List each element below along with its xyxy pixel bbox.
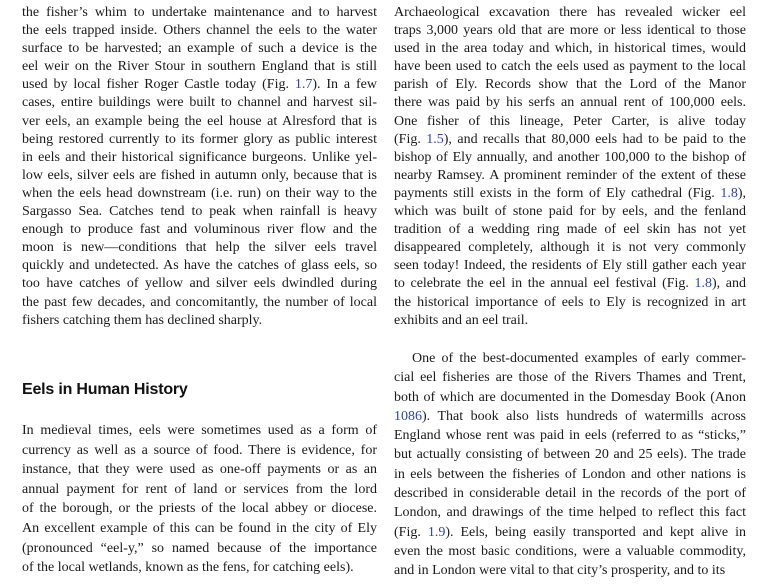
text-line <box>394 445 746 464</box>
text-segment: (Fig. <box>394 524 428 540</box>
text-line <box>22 113 377 131</box>
left-paragraph-2 <box>22 421 377 578</box>
reference-link[interactable]: 1.7 <box>294 77 313 93</box>
reference-link[interactable]: 1086 <box>394 408 422 424</box>
text-line <box>394 349 746 368</box>
text-line <box>394 4 746 22</box>
text-line <box>22 294 377 312</box>
text-line <box>394 426 746 445</box>
text-line <box>394 465 746 484</box>
text-line <box>22 58 377 76</box>
text-segment: currency as well as a source of food. There is evidence, for <box>22 442 377 458</box>
text-segment: ). In a few <box>312 77 377 93</box>
text-segment: One fisher of this lineage, Peter Carter, is alive today <box>394 113 746 129</box>
text-line <box>22 149 377 167</box>
text-line <box>394 407 746 426</box>
text-line <box>22 312 377 330</box>
text-segment: there was paid by his serfs an annual rent of 100,000 eels. <box>394 95 746 111</box>
text-segment: eel weir on the River Stour in southern England that is still <box>22 59 377 75</box>
text-line <box>22 22 377 40</box>
text-line <box>22 539 377 559</box>
text-segment: ), <box>737 185 746 201</box>
text-line <box>22 441 377 461</box>
text-segment: and in London were vital to that city’s prosperity, and to its <box>394 563 726 579</box>
text-line <box>394 523 746 542</box>
text-line <box>394 221 746 239</box>
text-segment: ). Eels, being easily transported and kept alive in <box>445 524 746 540</box>
text-segment: cial eel fisheries are those of the Rivers Thames and Trent, <box>394 370 746 386</box>
text-segment: traps 3,000 years old that are more or less identical to those <box>394 23 746 39</box>
text-line <box>22 275 377 293</box>
text-segment: (Fig. <box>394 131 427 147</box>
text-line <box>22 185 377 203</box>
text-line <box>394 131 746 149</box>
text-segment: enough to produce fast and voluminous river flow and the <box>22 222 377 238</box>
text-segment: payments still exists in the form of Ely cathedral (Fig. <box>394 185 721 201</box>
text-line <box>394 312 746 330</box>
reference-link[interactable]: 1.8 <box>720 185 738 201</box>
text-line <box>22 221 377 239</box>
text-line <box>394 368 746 387</box>
text-line <box>22 257 377 275</box>
text-segment: Archaeological excavation there has revealed wicker eel <box>394 5 746 20</box>
text-line <box>394 113 746 131</box>
reference-link[interactable]: 1.5 <box>426 131 444 147</box>
right-paragraph-1 <box>394 4 746 330</box>
text-segment: to celebrate the eel in the annual eel festival (Fig. <box>394 276 695 292</box>
text-segment: (pronounced “eel-y,” so named because of the importance <box>22 540 377 556</box>
text-line <box>394 388 746 407</box>
text-line <box>394 294 746 312</box>
text-line <box>22 167 377 185</box>
text-segment: Sargasso Sea. Catches tend to peak when rainfall is heavy <box>22 204 377 220</box>
text-segment: England whose rent was paid in eels (referred to as “sticks,” <box>394 428 746 444</box>
text-line <box>22 76 377 94</box>
text-line <box>22 499 377 519</box>
text-segment: tradition of a wedding ring made of eel skin has not yet <box>394 222 746 238</box>
text-line <box>22 480 377 500</box>
text-segment: London, and drawings of the time helped to reflect this fact <box>394 505 746 521</box>
text-segment: ), and recalls that 80,000 eels had to be paid to the <box>443 131 746 147</box>
text-line <box>22 40 377 58</box>
text-line <box>394 257 746 275</box>
text-segment: used by local fisher Roger Castle today (Fig. <box>22 77 295 93</box>
text-segment: An excellent example of this can be found in the city of Ely <box>22 520 377 536</box>
text-segment: being restored currently to its former glory as public interest <box>22 131 377 147</box>
text-segment: quickly and undetected. As have the catches of glass eels, so <box>22 258 377 274</box>
text-segment: ver eels, an example being the eel house at Alresford that is <box>22 113 377 129</box>
text-segment: in eels and their historical significance burgeons. Unlike yel- <box>22 149 377 165</box>
text-segment: parish of Ely. Records show that the Lord of the Manor <box>394 77 746 93</box>
text-line <box>22 203 377 221</box>
text-line <box>22 460 377 480</box>
text-segment: annual payment for rent of land or services from the lord <box>22 481 377 497</box>
text-segment: instance, that they were used as one-off payments or as an <box>22 462 377 478</box>
text-line <box>22 558 377 578</box>
text-segment: In medieval times, eels were sometimes used as a form of <box>22 423 377 438</box>
text-line <box>22 421 377 441</box>
text-line <box>394 239 746 257</box>
text-line <box>394 275 746 293</box>
text-line <box>394 484 746 503</box>
left-paragraph-1 <box>22 4 377 330</box>
text-line <box>394 561 746 580</box>
text-line <box>394 58 746 76</box>
text-line <box>22 131 377 149</box>
text-line <box>394 185 746 203</box>
text-line <box>22 94 377 112</box>
text-line <box>22 4 377 22</box>
text-segment: low eels, silver eels are fished in autumn only, because that is <box>22 167 377 183</box>
text-segment: the eels trapped inside. Others channel the eels to the water <box>22 23 377 39</box>
right-paragraph-2 <box>394 349 746 581</box>
text-line <box>22 239 377 257</box>
text-segment: bishop of Ely annually, and another 100,000 to the bishop of <box>394 149 746 165</box>
text-segment: but actually consisting of between 20 and 25 eels). The trade <box>394 447 746 463</box>
text-line <box>394 94 746 112</box>
text-segment: nearby Ramsey. A prominent reminder of the extent of these <box>394 167 746 183</box>
text-segment: moon is new—conditions that help the silver eels travel <box>22 240 377 256</box>
text-line <box>394 503 746 522</box>
text-segment: One of the best-documented examples of early commer- <box>412 351 746 366</box>
text-line <box>394 542 746 561</box>
text-segment: cases, entire buildings were built to channel and harvest sil- <box>22 95 377 111</box>
text-segment: exhibits and an eel trail. <box>394 312 529 328</box>
text-segment: both of which are documented in the Domesday Book (Anon <box>394 389 746 405</box>
text-segment: too have catches of yellow and silver eels dwindled during <box>22 276 377 292</box>
text-segment: the historical importance of eels to Ely is recognized in art <box>394 294 746 310</box>
text-line <box>394 76 746 94</box>
text-segment: of the local wetlands, known as the fens, for catching eels). <box>22 560 354 576</box>
text-segment: when the eels head downstream (i.e. run) on their way to the <box>22 185 377 201</box>
text-line <box>394 149 746 167</box>
text-segment: even the most basic conditions, were a valuable commodity, <box>394 543 746 559</box>
section-heading: Eels in Human History <box>22 381 188 398</box>
text-line <box>394 203 746 221</box>
text-segment: in eels between the fisheries of London and other nations is <box>394 466 746 482</box>
text-line <box>394 167 746 185</box>
reference-link[interactable]: 1.8 <box>694 276 713 292</box>
text-line <box>394 22 746 40</box>
text-segment: which was built of stone paid for by eels, and the fenland <box>394 204 746 220</box>
text-segment: have been used to catch the eels used as payment to the local <box>394 59 746 75</box>
text-segment: seen today! Indeed, the residents of Ely still gather each year <box>394 258 746 274</box>
text-segment: fishers catching them has declined sharply. <box>22 312 263 328</box>
text-line <box>22 519 377 539</box>
text-segment: surface to be harvested; an example of such a device is the <box>22 41 377 57</box>
text-segment: ), and <box>712 276 746 292</box>
reference-link[interactable]: 1.9 <box>427 524 446 540</box>
text-line <box>394 40 746 58</box>
text-segment: the fisher’s whim to undertake maintenance and to harvest <box>22 5 377 20</box>
text-segment: the past few decades, and concomitantly, the number of local <box>22 294 377 310</box>
text-segment: used in the area today and which, in historical times, would <box>394 41 746 57</box>
text-segment: described in considerable detail in the records of the port of <box>394 486 746 502</box>
text-segment: ). That book also lists hundreds of watermills across <box>422 408 746 424</box>
text-segment: of the borough, or the priests of the local abbey or diocese. <box>22 501 377 517</box>
text-segment: disappeared completely, although it is not very commonly <box>394 240 746 256</box>
